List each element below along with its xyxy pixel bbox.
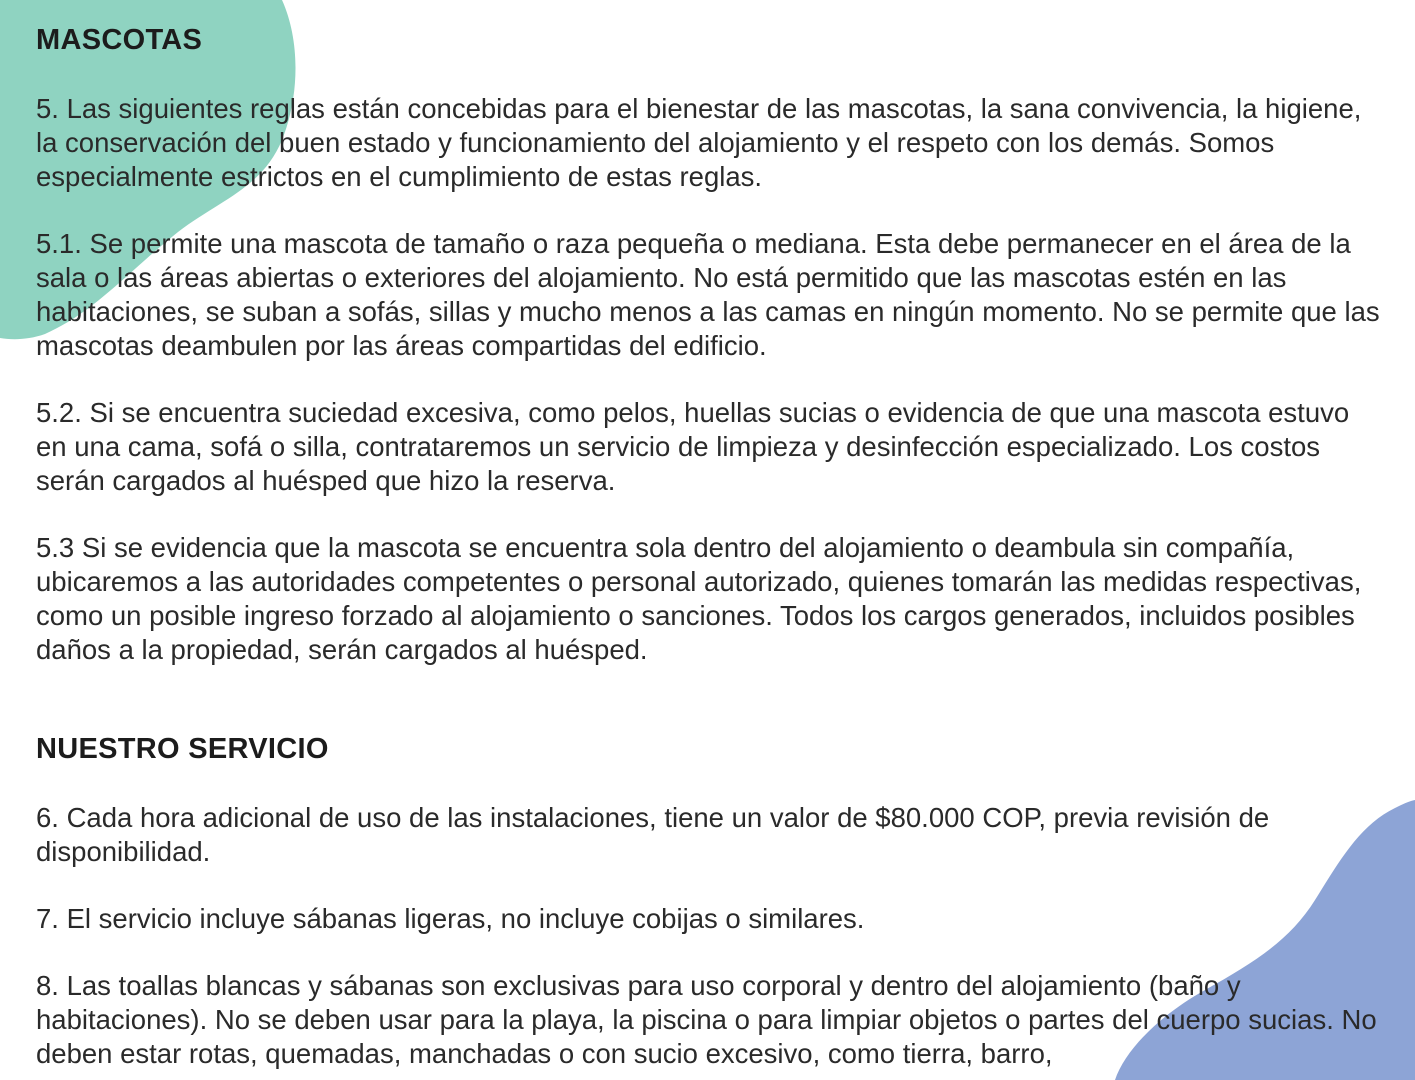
paragraph-8: 8. Las toallas blancas y sábanas son exclusivas para uso corporal y dentro del alojamiento (baño y habitaciones). No se deben usar para la playa, la piscina o para limpiar objetos o partes del cuerpo sucias. No deben estar rotas, quemadas, manchadas o con sucio excesivo, como tierra, barro, — [36, 970, 1377, 1069]
section-heading-mascotas: MASCOTAS — [36, 24, 203, 56]
paragraph-5-1: 5.1. Se permite una mascota de tamaño o raza pequeña o mediana. Esta debe permanecer en el área de la sala o las áreas abiertas o exteriores del alojamiento. No está permitido que las mascotas estén en las habitaciones, se suban a sofás, sillas y mucho menos a las camas en ningún momento. No se permite que las mascotas deambulen por las áreas compartidas del edificio. — [36, 228, 1380, 361]
paragraph-5-3: 5.3 Si se evidencia que la mascota se encuentra sola dentro del alojamiento o deambula sin compañía, ubicaremos a las autoridades competentes o personal autorizado, quienes tomarán las medidas respectivas, como un posible ingreso forzado al alojamiento o sanciones. Todos los cargos generados, incluidos posibles daños a la propiedad, serán cargados al huésped. — [36, 532, 1362, 665]
paragraph-5: 5. Las siguientes reglas están concebidas para el bienestar de las mascotas, la sana convivencia, la higiene, la conservación del buen estado y funcionamiento del alojamiento y el respeto con los demás. Somos especialmente estrictos en el cumplimiento de estas reglas. — [36, 93, 1362, 192]
paragraph-5-2: 5.2. Si se encuentra suciedad excesiva, como pelos, huellas sucias o evidencia de que una mascota estuvo en una cama, sofá o silla, contrataremos un servicio de limpieza y desinfección especializado. Los costos serán cargados al huésped que hizo la reserva. — [36, 397, 1350, 496]
paragraph-7: 7. El servicio incluye sábanas ligeras, no incluye cobijas o similares. — [36, 903, 865, 934]
paragraph-6: 6. Cada hora adicional de uso de las instalaciones, tiene un valor de $80.000 COP, previa revisión de disponibilidad. — [36, 802, 1270, 867]
section-heading-nuestro-servicio: NUESTRO SERVICIO — [36, 733, 329, 765]
